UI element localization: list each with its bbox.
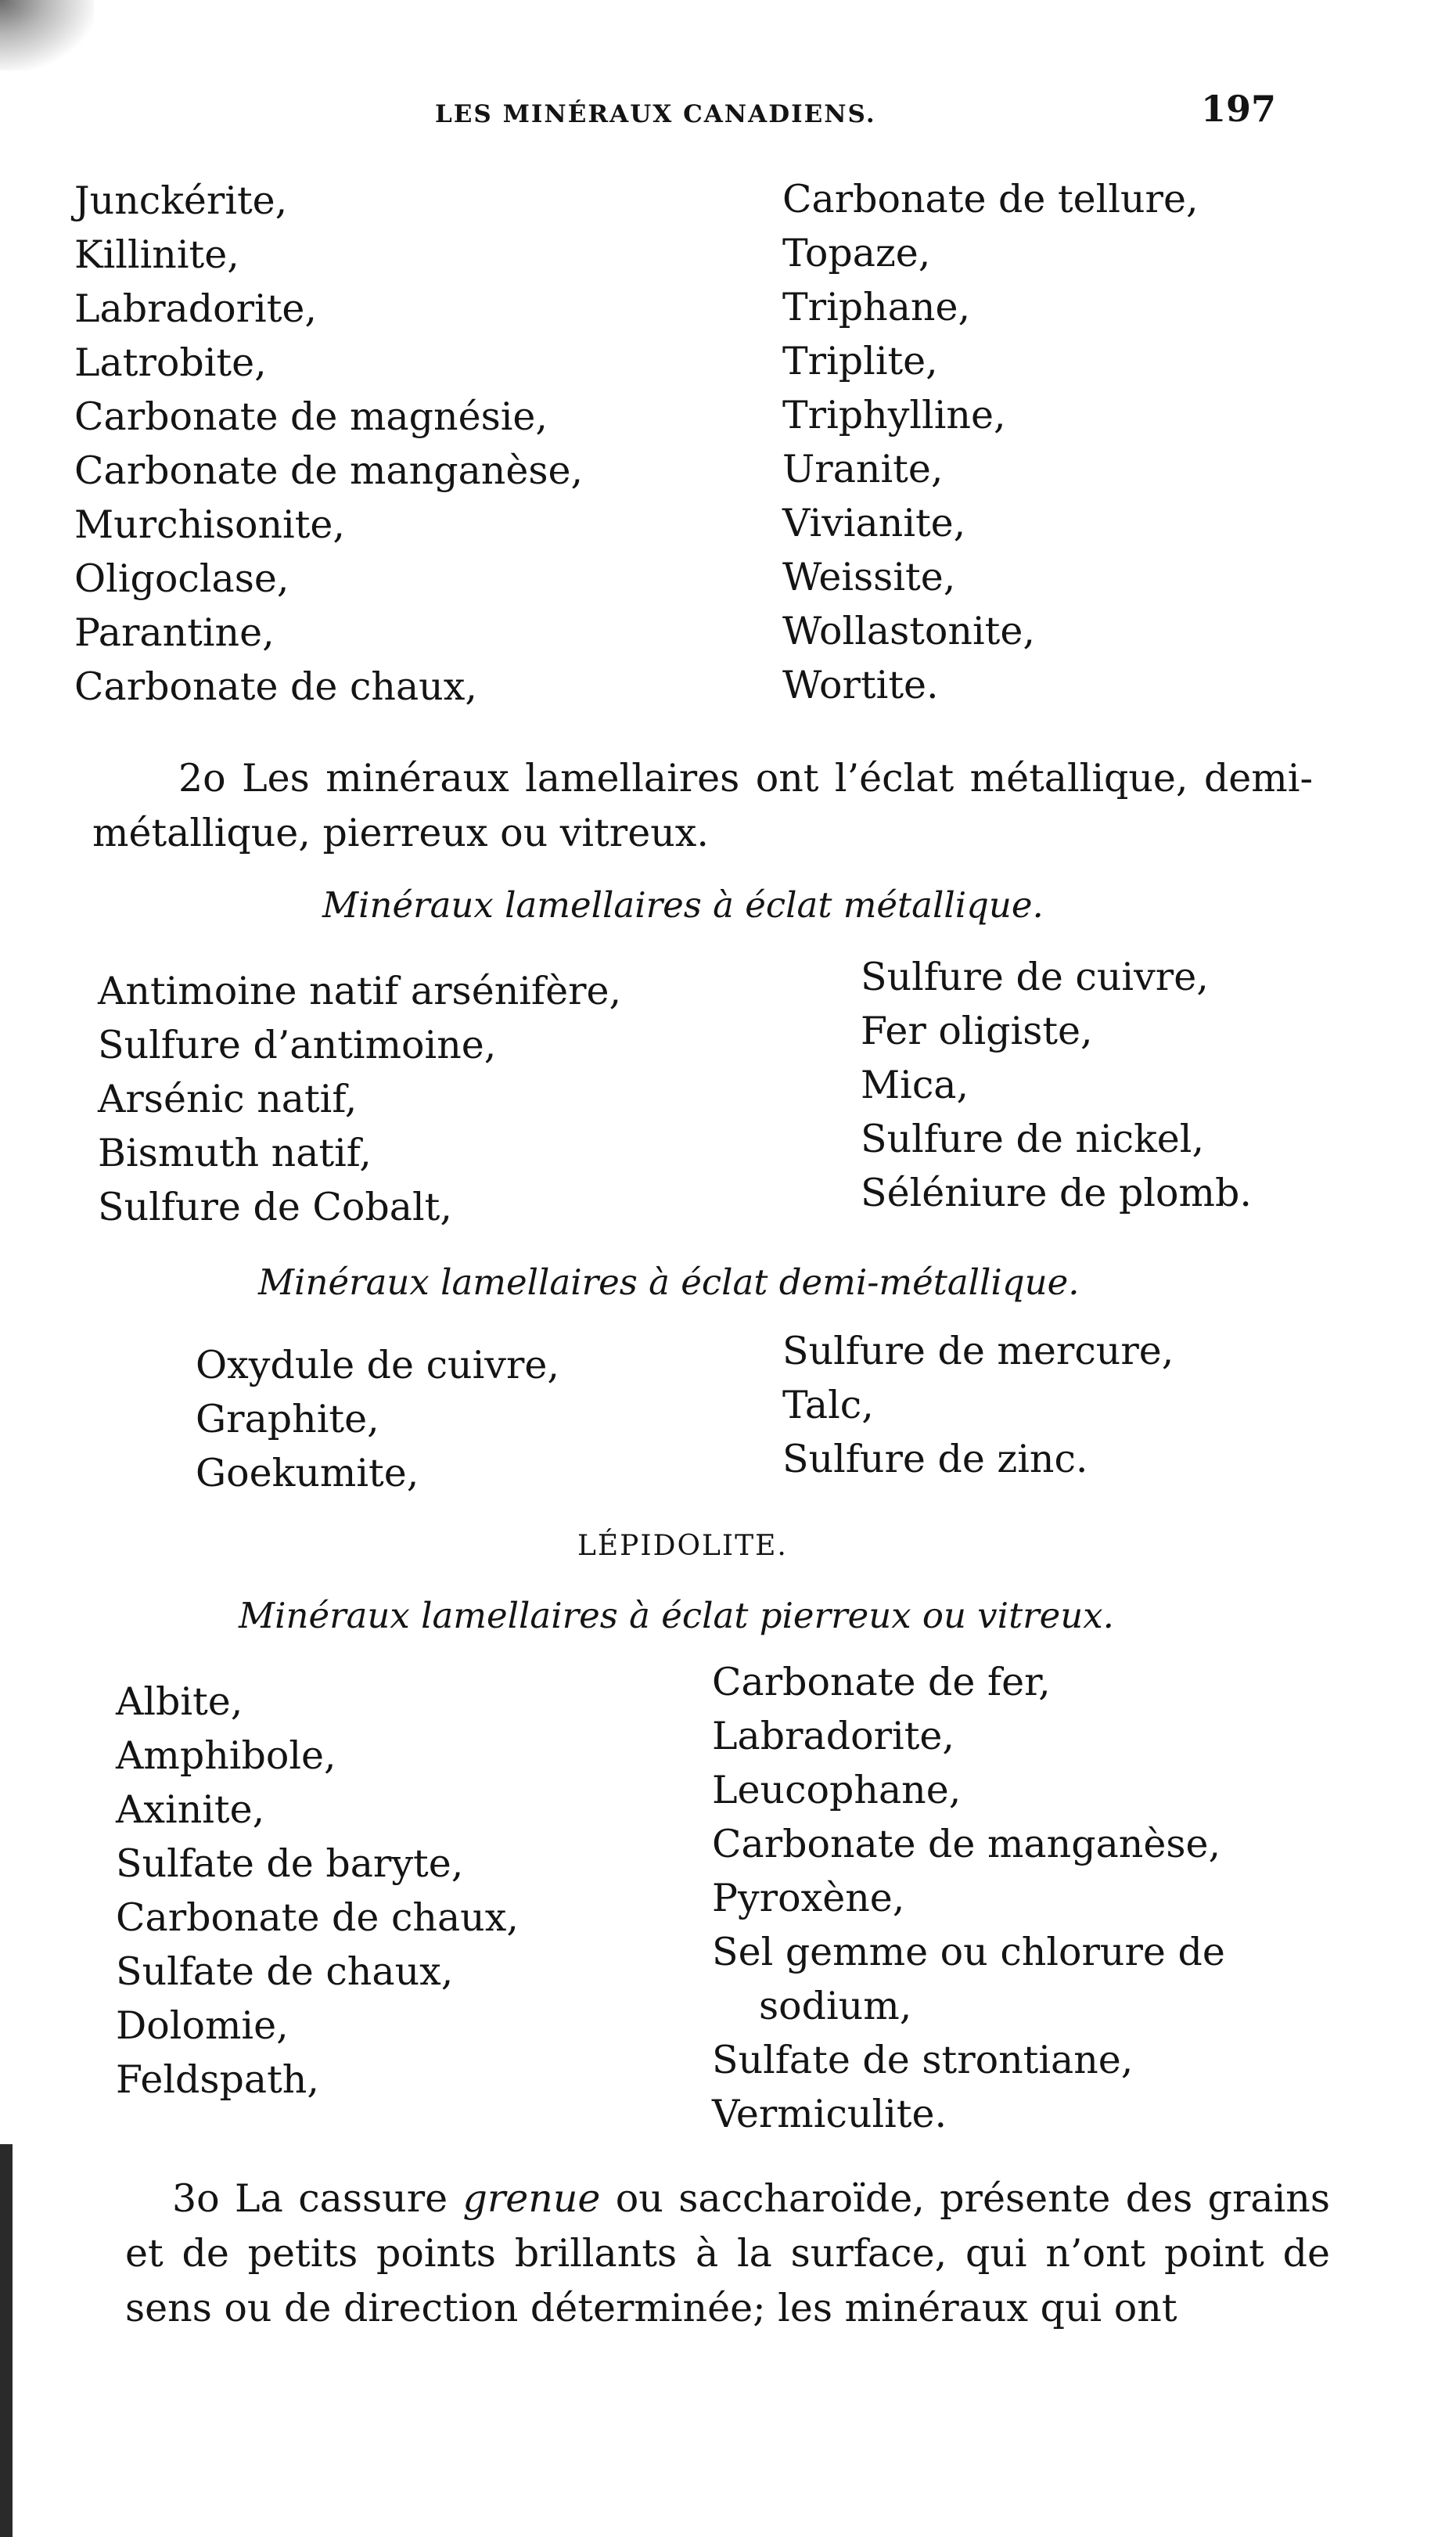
list-item: Triphane, (782, 285, 971, 329)
list-item: Sulfate de chaux, (116, 1949, 454, 1994)
list-item: Oxydule de cuivre, (196, 1343, 559, 1387)
list-item: Weissite, (782, 555, 956, 599)
list-item: Triphylline, (782, 393, 1006, 437)
list-item: Latrobite, (74, 340, 267, 385)
list-item: Carbonate de tellure, (782, 177, 1199, 221)
lepidolite-heading: LÉPIDOLITE. (577, 1530, 788, 1562)
list-item: Sulfure de cuivre, (861, 955, 1209, 999)
list-item: Carbonate de manganèse, (74, 448, 584, 493)
scan-smudge (0, 0, 94, 70)
list-item: Dolomie, (116, 2003, 289, 2048)
list-item: Sel gemme ou chlorure de (712, 1930, 1225, 1974)
list-item: Triplite, (782, 339, 938, 383)
list-item: Sulfure de mercure, (782, 1329, 1174, 1373)
running-title: LES MINÉRAUX CANADIENS. (435, 100, 876, 128)
list-item: Labradorite, (74, 286, 317, 331)
list-item: Vermiculite. (712, 2092, 947, 2136)
paragraph-text: ou saccharoïde, présente des grains et de petits points brillants à la surface, qui n’ont point de sens ou de direction déterminée; les minéraux qui ont (125, 2176, 1330, 2330)
scan-edge-shadow (0, 2144, 13, 2537)
list-item: Junckérite, (74, 178, 288, 223)
paragraph-text: 3o La cassure (172, 2176, 463, 2221)
list-item: Parantine, (74, 610, 275, 655)
list-item: Carbonate de chaux, (116, 1895, 519, 1940)
metallique-left-column (98, 964, 621, 1234)
paragraph-3o (125, 2172, 1330, 2336)
list-item: Amphibole, (116, 1733, 336, 1778)
list-item: Sulfure d’antimoine, (98, 1023, 497, 1067)
list-item: Labradorite, (712, 1714, 954, 1758)
list-item: Sulfure de zinc. (782, 1437, 1088, 1481)
pierreux-left-column (116, 1675, 519, 2107)
pierreux-right-column (712, 1655, 1225, 2141)
list-item: Topaze, (782, 231, 931, 275)
list-item: Talc, (782, 1383, 874, 1427)
list-item: Antimoine natif arsénifère, (98, 969, 622, 1013)
list-item: Fer oligiste, (861, 1009, 1093, 1053)
list-item: Sulfate de baryte, (116, 1841, 464, 1886)
list-item: Murchisonite, (74, 502, 345, 547)
list-item: Sulfate de strontiane, (712, 2038, 1134, 2082)
list-item: Axinite, (116, 1787, 265, 1832)
list-item: Pyroxène, (712, 1876, 905, 1920)
subheading-metallique: Minéraux lamellaires à éclat métallique. (322, 884, 1044, 926)
subheading-pierreux-vitreux: Minéraux lamellaires à éclat pierreux ou vitreux. (239, 1595, 1114, 1636)
demi-right-column (782, 1324, 1174, 1486)
page-number: 197 (1201, 88, 1277, 130)
list-item: Goekumite, (196, 1451, 419, 1495)
list-item: Oligoclase, (74, 556, 289, 601)
paragraph-2o: 2o Les minéraux lamellaires ont l’éclat métallique, demi-métallique, pierreux ou vitreux. (92, 756, 1313, 855)
metallique-right-column (861, 950, 1252, 1220)
list-item: Killinite, (74, 232, 239, 277)
list-item: sodium, (759, 1984, 912, 2028)
list-item: Graphite, (196, 1397, 379, 1441)
list-item: Wollastonite, (782, 609, 1035, 653)
list-item: Carbonate de magnésie, (74, 394, 548, 439)
demi-left-column (196, 1338, 559, 1500)
list-item: Séléniure de plomb. (861, 1171, 1252, 1215)
list-item: Wortite. (782, 663, 939, 707)
list-item: Bismuth natif, (98, 1131, 372, 1175)
list-item: Mica, (861, 1063, 969, 1107)
list-item: Carbonate de chaux, (74, 664, 477, 709)
list-item: Leucophane, (712, 1768, 962, 1812)
list-item: Albite, (116, 1679, 243, 1724)
list-item: Carbonate de manganèse, (712, 1822, 1221, 1866)
list-item: Carbonate de fer, (712, 1660, 1051, 1704)
list1-left-column (74, 174, 583, 714)
list-item: Sulfure de nickel, (861, 1117, 1205, 1161)
list-item: Vivianite, (782, 501, 966, 545)
list1-right-column (782, 172, 1199, 712)
subheading-demi-metallique: Minéraux lamellaires à éclat demi-métallique. (258, 1261, 1080, 1303)
emphasis-grenue: grenue (462, 2176, 601, 2221)
list-item: Uranite, (782, 447, 944, 491)
list-item: Sulfure de Cobalt, (98, 1185, 452, 1229)
list-item: Feldspath, (116, 2057, 319, 2102)
list-item: Arsénic natif, (98, 1077, 358, 1121)
